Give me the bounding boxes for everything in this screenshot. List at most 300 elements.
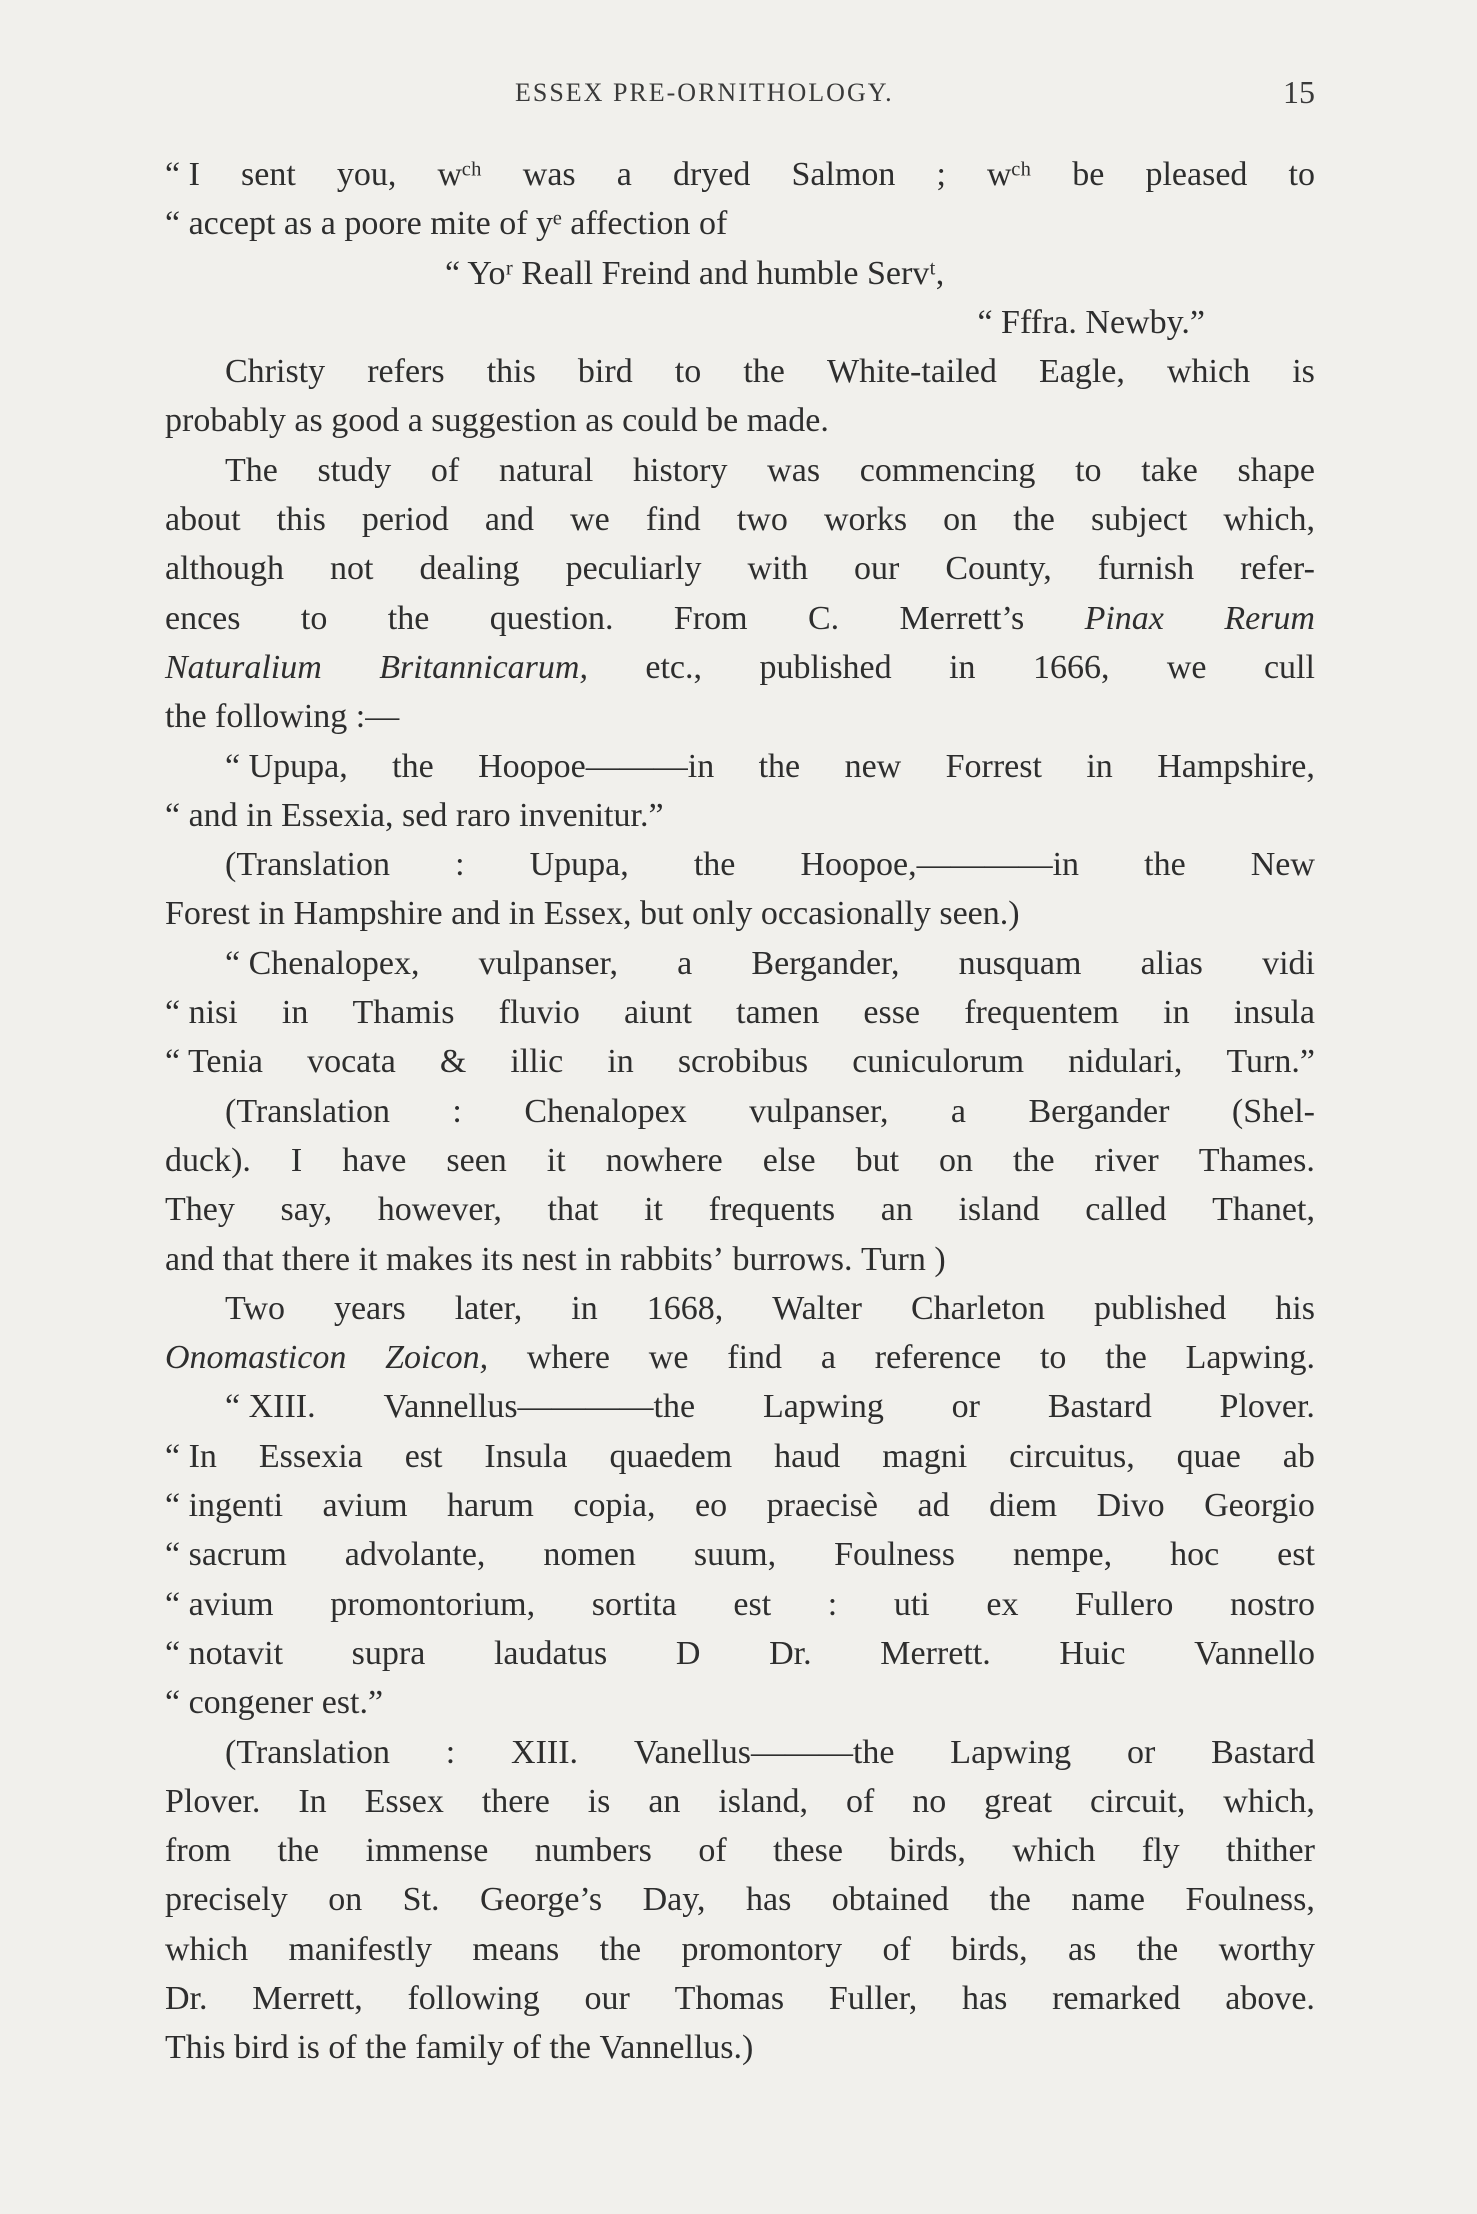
text-word: published <box>759 648 892 686</box>
text-word: “ notavit <box>165 1634 284 1672</box>
text-line <box>165 1185 1315 1234</box>
text-word: find <box>645 501 701 539</box>
text-word: illic <box>510 1043 564 1081</box>
text-word: the <box>743 353 785 391</box>
text-line <box>165 988 1315 1037</box>
text-word: on <box>939 1141 974 1179</box>
text-word: “ ingenti <box>165 1487 284 1525</box>
text-word: cull <box>1263 648 1315 686</box>
text-word: about <box>165 501 241 539</box>
text-word: “ sacrum <box>165 1536 287 1574</box>
text-word: haud <box>774 1437 841 1475</box>
text-word: that <box>547 1191 599 1229</box>
text-word: Thames. <box>1198 1141 1315 1179</box>
text-word: although <box>165 550 284 588</box>
text-word: quaedem <box>609 1437 733 1475</box>
text-word: suum, <box>693 1536 777 1574</box>
text-word: Hoopoe———in <box>478 747 715 785</box>
text-word: following <box>215 698 348 736</box>
text-word: Vanellus———the <box>633 1733 895 1771</box>
text-word: a <box>320 205 336 243</box>
text-word: history <box>633 451 728 489</box>
text-word: Salmon <box>791 156 896 193</box>
text-word: From <box>673 599 748 637</box>
text-word: Lapwing <box>950 1733 1072 1771</box>
text-word: this <box>486 353 536 391</box>
text-word: ad <box>917 1487 950 1525</box>
text-word: the <box>387 599 430 637</box>
text-word: however, <box>377 1191 502 1229</box>
text-word: Plover. <box>165 1782 261 1820</box>
text-word: duck). <box>165 1141 251 1179</box>
text-word: Rerum <box>1224 599 1315 637</box>
text-word: means <box>472 1930 560 1968</box>
text-word: esse <box>863 994 921 1032</box>
text-word: to <box>1288 156 1315 193</box>
text-word: advolante, <box>344 1536 486 1574</box>
text-word: “ congener <box>165 1684 314 1722</box>
text-word: Christy <box>225 353 326 391</box>
text-word: great <box>984 1782 1053 1820</box>
text-word: Vannellus————the <box>383 1388 696 1426</box>
text-line <box>165 1925 1315 1974</box>
text-word: refer- <box>1240 550 1315 588</box>
running-head: ESSEX PRE-ORNITHOLOGY. <box>515 78 894 107</box>
text-word: Merrett. <box>880 1634 991 1672</box>
text-word: Thomas <box>674 1979 785 2017</box>
text-word: to <box>300 599 328 637</box>
text-word: “ Chenalopex, <box>225 944 420 982</box>
text-word: Onomasticon <box>165 1339 347 1377</box>
text-line <box>165 199 1315 248</box>
text-line <box>165 1530 1315 1579</box>
text-word: birds, <box>951 1930 1028 1968</box>
text-line <box>165 446 1315 495</box>
text-word: Britannicarum, <box>379 648 588 686</box>
text-word: Essexia <box>258 1437 363 1475</box>
text-body <box>165 150 1315 2073</box>
text-word: sed <box>402 796 448 834</box>
text-word: sent <box>241 156 296 193</box>
text-word: refers <box>367 353 445 391</box>
text-word: in <box>258 895 285 933</box>
text-word: the <box>392 747 434 785</box>
text-word: 1666, <box>1032 648 1110 686</box>
text-word: furnish <box>1097 550 1195 588</box>
text-word: “ and <box>165 796 238 834</box>
text-word: bird <box>577 353 633 391</box>
text-word: could <box>622 402 698 440</box>
text-word: island, <box>718 1782 809 1820</box>
text-word: Lapwing <box>762 1388 884 1426</box>
text-line <box>165 1333 1315 1382</box>
text-word: Vannellus.) <box>599 2029 754 2067</box>
text-word: magni <box>882 1437 968 1475</box>
text-word: “ In <box>165 1437 217 1475</box>
text-word: Bergander, <box>751 944 900 982</box>
text-word: has <box>962 1979 1008 2017</box>
text-word: (Translation <box>225 1733 390 1771</box>
text-word: probably <box>165 402 286 440</box>
text-word: obtained <box>831 1881 949 1919</box>
text-line <box>165 889 1315 938</box>
text-word: of <box>698 1832 727 1870</box>
text-line <box>165 1235 1315 1284</box>
text-word: new <box>844 747 902 785</box>
text-word: Foulness, <box>1185 1881 1315 1919</box>
text-word: in <box>281 994 309 1032</box>
text-word: rabbits’ <box>620 1240 725 1278</box>
text-word: manifestly <box>288 1930 432 1968</box>
text-word: as <box>585 402 614 440</box>
text-word: vocata <box>307 1043 396 1081</box>
text-word: his <box>1275 1289 1315 1327</box>
text-word: Lapwing. <box>1185 1339 1315 1377</box>
text-word: County, <box>945 550 1052 588</box>
text-word: study <box>317 451 392 489</box>
text-word: in <box>1163 994 1190 1032</box>
text-word: precisely <box>165 1881 288 1919</box>
text-word: of <box>845 1782 875 1820</box>
text-word: on <box>328 1881 363 1919</box>
text-word: ences <box>165 599 241 637</box>
text-word: raro <box>455 796 511 834</box>
text-word: published <box>1094 1289 1227 1327</box>
text-word: ) <box>934 1240 946 1278</box>
text-word: commencing <box>859 451 1036 489</box>
text-word: the <box>549 2029 591 2067</box>
text-word: Charleton <box>910 1289 1046 1327</box>
text-word: Bergander <box>1028 1092 1170 1130</box>
text-word: vidi <box>1262 944 1315 982</box>
text-word: period <box>361 501 449 539</box>
text-line <box>165 643 1315 692</box>
text-line <box>165 249 1315 298</box>
text-word: above. <box>1225 1979 1315 2017</box>
text-word: Two <box>225 1289 285 1327</box>
text-line <box>165 692 1315 741</box>
text-word: Divo <box>1096 1487 1165 1525</box>
text-word: Huic <box>1059 1634 1126 1672</box>
text-word: George’s <box>479 1881 603 1919</box>
text-word: uti <box>893 1585 930 1623</box>
text-word: as <box>294 402 323 440</box>
text-word: which <box>1167 353 1251 391</box>
text-word: Foulness <box>834 1536 955 1574</box>
text-word: is <box>297 2029 320 2067</box>
text-word: of <box>328 2029 357 2067</box>
text-word: the <box>1144 846 1186 884</box>
text-word: Merrett’s <box>899 599 1025 637</box>
text-word: an <box>648 1782 681 1820</box>
text-word: suggestion <box>431 402 577 440</box>
text-word: the <box>989 1881 1031 1919</box>
text-word: our <box>584 1979 630 2017</box>
text-word: was <box>522 156 576 193</box>
text-word: two <box>736 501 788 539</box>
text-word: find <box>727 1339 783 1377</box>
text-line <box>165 1037 1315 1086</box>
text-word: our <box>853 550 900 588</box>
text-word: this <box>276 501 326 539</box>
text-word: est <box>404 1437 443 1475</box>
text-word: the <box>165 698 207 736</box>
text-word: reference <box>874 1339 1002 1377</box>
text-word: nidulari, <box>1068 1043 1183 1081</box>
text-line <box>165 1678 1315 1727</box>
text-word: and <box>165 1240 215 1278</box>
text-word: we <box>648 1339 689 1377</box>
text-word: “ accept <box>165 205 276 243</box>
text-word: we <box>570 501 610 539</box>
text-word: aiunt <box>624 994 692 1032</box>
text-word: to <box>1039 1339 1067 1377</box>
text-word: there <box>481 1782 550 1820</box>
text-line <box>165 1629 1315 1678</box>
text-word: it <box>358 1240 378 1278</box>
text-word: D <box>675 1634 701 1672</box>
text-word: scrobibus <box>677 1043 809 1081</box>
text-line <box>165 1875 1315 1924</box>
text-word: of <box>499 205 528 243</box>
text-word: : <box>445 1733 456 1771</box>
text-word: subject <box>1090 501 1188 539</box>
text-line <box>165 594 1315 643</box>
text-word: not <box>330 550 374 588</box>
text-word: fly <box>1141 1832 1180 1870</box>
text-word: eo <box>695 1487 728 1525</box>
text-word: take <box>1141 451 1198 489</box>
text-word: “ Yoʳ Reall Freind and humble Servᵗ, <box>445 254 945 292</box>
text-line <box>165 2023 1315 2072</box>
text-word: alias <box>1140 944 1203 982</box>
text-word: poore <box>344 205 422 243</box>
text-word: vulpanser, <box>478 944 618 982</box>
text-word: praecisè <box>766 1487 878 1525</box>
text-word: (Translation <box>225 846 390 884</box>
text-word: name <box>1071 1881 1145 1919</box>
text-word: The <box>225 451 278 489</box>
text-line <box>165 1580 1315 1629</box>
text-word: (Translation <box>225 1092 390 1130</box>
text-word: Georgio <box>1204 1487 1315 1525</box>
text-word: birds, <box>889 1832 966 1870</box>
text-word: : <box>452 1092 462 1130</box>
text-word: good <box>331 402 400 440</box>
text-line <box>165 1974 1315 2023</box>
text-word: the <box>365 2029 407 2067</box>
text-word: but <box>640 895 684 933</box>
text-word: it <box>644 1191 664 1229</box>
text-line <box>165 1826 1315 1875</box>
text-word: in <box>1086 747 1113 785</box>
text-word: numbers <box>534 1832 652 1870</box>
text-line <box>165 1777 1315 1826</box>
text-word: from <box>165 1832 232 1870</box>
text-word: “ avium <box>165 1585 274 1623</box>
text-word: Thamis <box>352 994 455 1032</box>
text-word: burrows. <box>732 1240 853 1278</box>
text-word: family <box>415 2029 505 2067</box>
text-word: the <box>1105 1339 1147 1377</box>
text-word: Vannello <box>1194 1634 1315 1672</box>
text-line <box>165 1728 1315 1777</box>
text-word: an <box>880 1191 913 1229</box>
text-word: Merrett, <box>252 1979 363 2017</box>
text-word: only <box>691 895 753 933</box>
text-word: later, <box>454 1289 523 1327</box>
text-word: in <box>949 648 976 686</box>
text-word: Fuller, <box>828 1979 918 2017</box>
text-line <box>165 791 1315 840</box>
text-word: as <box>283 205 313 243</box>
text-word: circuitus, <box>1009 1437 1135 1475</box>
text-word: occasionally <box>760 895 931 933</box>
text-word: nempe, <box>1012 1536 1113 1574</box>
text-word: Forest <box>165 895 250 933</box>
text-word: and <box>484 501 534 539</box>
text-word: :— <box>355 698 400 736</box>
text-word: river <box>1094 1141 1159 1179</box>
text-word: to <box>1075 451 1102 489</box>
text-word: wᶜʰ <box>437 156 482 193</box>
text-word: no <box>912 1782 947 1820</box>
text-word: avium <box>322 1487 408 1525</box>
text-word: and <box>451 895 501 933</box>
text-word: where <box>526 1339 610 1377</box>
text-word: “ I <box>165 156 200 193</box>
text-word: ex <box>986 1585 1019 1623</box>
text-word: the <box>758 747 801 785</box>
text-word: Walter <box>772 1289 862 1327</box>
text-word: the <box>277 1832 320 1870</box>
text-word: of <box>698 205 728 243</box>
text-word: pleased <box>1145 156 1248 193</box>
text-line <box>165 1432 1315 1481</box>
text-word: the <box>1013 501 1055 539</box>
text-word: invenitur.” <box>519 796 664 834</box>
text-word: a <box>407 402 423 440</box>
text-word: laudatus <box>493 1634 608 1672</box>
text-word: thither <box>1226 1832 1315 1870</box>
text-word: copia, <box>573 1487 656 1525</box>
text-word: is <box>587 1782 611 1820</box>
text-word: nowhere <box>605 1141 723 1179</box>
text-word: island <box>958 1191 1040 1229</box>
text-word: a <box>950 1092 967 1130</box>
text-word: Dr. <box>769 1634 812 1672</box>
text-word: dealing <box>419 550 520 588</box>
text-word: est <box>733 1585 772 1623</box>
text-word: years <box>333 1289 406 1327</box>
text-word: dryed <box>672 156 751 193</box>
text-line <box>165 742 1315 791</box>
text-word: I <box>290 1141 303 1179</box>
page-header <box>165 74 1315 128</box>
text-word: called <box>1085 1191 1167 1229</box>
text-word: “ nisi <box>165 994 238 1032</box>
text-line <box>165 1284 1315 1333</box>
text-word: est.” <box>321 1684 384 1722</box>
text-word: as <box>1068 1930 1097 1968</box>
text-word: be <box>1072 156 1105 193</box>
text-word: we <box>1166 648 1207 686</box>
text-word: Plover. <box>1219 1388 1315 1426</box>
text-word: : <box>827 1585 838 1623</box>
text-line <box>165 150 1315 199</box>
text-word: remarked <box>1052 1979 1181 2017</box>
text-word: frequentem <box>964 994 1119 1032</box>
text-word: worthy <box>1218 1930 1315 1968</box>
text-word: C. <box>807 599 840 637</box>
text-word: to <box>674 353 702 391</box>
text-line <box>165 298 1315 347</box>
text-word: New <box>1250 846 1315 884</box>
text-word: fluvio <box>498 994 580 1032</box>
text-word: in <box>246 796 273 834</box>
text-line <box>165 1136 1315 1185</box>
text-word: is <box>1292 353 1315 391</box>
text-word: which <box>165 1930 249 1968</box>
text-line <box>165 939 1315 988</box>
text-word: Thanet, <box>1212 1191 1315 1229</box>
text-word: or <box>1126 1733 1156 1771</box>
text-word: a <box>677 944 693 982</box>
text-word: or <box>951 1388 980 1426</box>
text-word: In <box>298 1782 327 1820</box>
text-word: vulpanser, <box>749 1092 889 1130</box>
text-line <box>165 1481 1315 1530</box>
text-word: you, <box>336 156 397 193</box>
text-line <box>165 495 1315 544</box>
text-word: tamen <box>736 994 820 1032</box>
text-word: which <box>1012 1832 1096 1870</box>
text-word: seen <box>446 1141 507 1179</box>
text-word: its <box>481 1240 514 1278</box>
text-word: Turn <box>860 1240 926 1278</box>
text-word: the <box>599 1930 642 1968</box>
text-word: a <box>820 1339 836 1377</box>
text-word: Essex, <box>543 895 632 933</box>
text-word: sortita <box>591 1585 677 1623</box>
text-word: St. <box>402 1881 440 1919</box>
text-word: est <box>1277 1536 1315 1574</box>
text-word: Insula <box>484 1437 568 1475</box>
text-word: affection <box>570 205 691 243</box>
text-word: (Shel- <box>1231 1092 1315 1130</box>
text-word: else <box>762 1141 816 1179</box>
text-word: be <box>706 402 739 440</box>
text-word: which, <box>1223 501 1315 539</box>
text-word: of <box>430 451 460 489</box>
text-word: nest <box>521 1240 577 1278</box>
text-line <box>165 396 1315 445</box>
text-word: Naturalium <box>165 648 322 686</box>
text-word: White-tailed <box>826 353 997 391</box>
text-word: “ Fffra. Newby.” <box>977 303 1205 341</box>
text-word: following <box>407 1979 540 2017</box>
text-word: of <box>882 1930 911 1968</box>
text-word: Day, <box>642 1881 706 1919</box>
text-word: but <box>855 1141 900 1179</box>
text-line <box>165 544 1315 593</box>
text-word: bird <box>233 2029 289 2067</box>
text-word: Hampshire <box>293 895 443 933</box>
text-word: Turn.” <box>1226 1043 1315 1081</box>
text-line <box>165 1087 1315 1136</box>
text-word: “ Upupa, <box>225 747 348 785</box>
text-word: works <box>823 501 908 539</box>
